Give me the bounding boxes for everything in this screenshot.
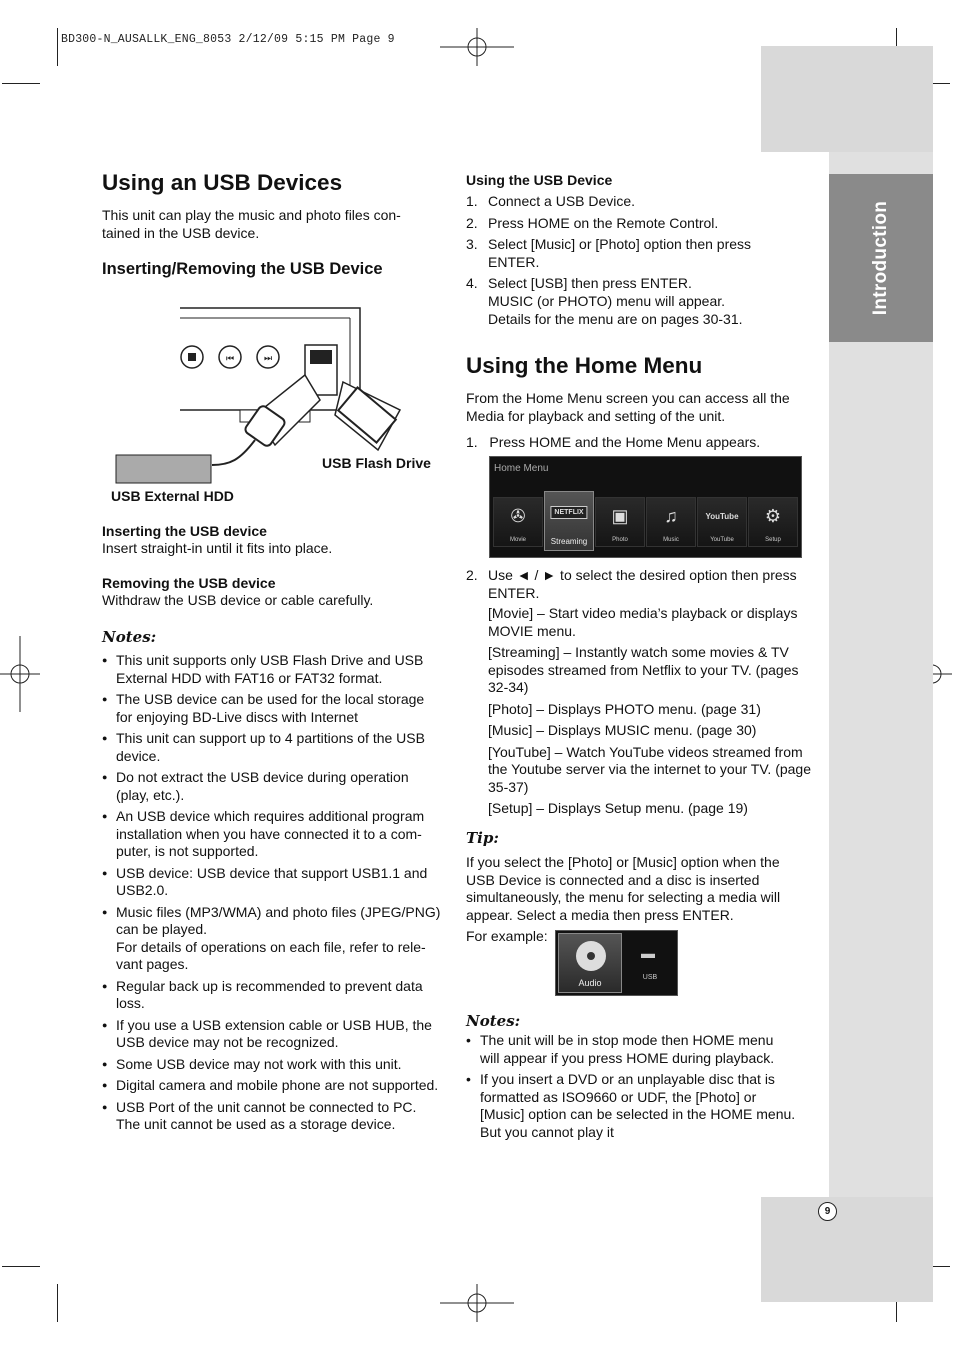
list-item: ● Do not extract the USB device during operation (play, etc.). bbox=[102, 769, 442, 804]
youtube-logo-icon: YouTube bbox=[705, 512, 739, 521]
home-intro: From the Home Menu screen you can access all the Media for playback and setting of the unit. bbox=[466, 390, 790, 424]
option-music: [Music] – Displays MUSIC menu. (page 30) bbox=[488, 722, 757, 738]
registration-mark-icon bbox=[440, 28, 514, 66]
notes-heading-left: Notes: bbox=[102, 628, 157, 646]
crop-mark bbox=[57, 28, 58, 66]
option-setup: [Setup] – Displays Setup menu. (page 19) bbox=[488, 800, 748, 816]
tip-heading: Tip: bbox=[466, 829, 499, 847]
example-label: For example: bbox=[466, 928, 548, 944]
notes-list-left bbox=[102, 652, 442, 1138]
crop-mark bbox=[2, 83, 40, 84]
page-title-home-menu: Using the Home Menu bbox=[466, 353, 703, 378]
option-movie: [Movie] – Start video media’s playback or displays MOVIE menu. bbox=[488, 605, 798, 639]
list-item: ● If you use a USB extension cable or USB HUB, the USB device may not be recognized. bbox=[102, 1017, 442, 1052]
page-title-usb: Using an USB Devices bbox=[102, 170, 343, 195]
sidebar-top-block bbox=[761, 46, 933, 152]
home-menu-title: Home Menu bbox=[494, 463, 549, 474]
disc-icon bbox=[575, 940, 607, 972]
print-slug: BD300-N_AUSALLK_ENG_8053 2/12/09 5:15 PM Page 9 bbox=[61, 33, 395, 46]
inserting-text: Insert straight-in until it fits into place. bbox=[102, 540, 333, 556]
registration-mark-icon bbox=[440, 1284, 514, 1322]
list-item: ● An USB device which requires additional program installation when you have connected it to a com- puter, is not supported. bbox=[102, 808, 442, 861]
list-item: ● USB Port of the unit cannot be connected to PC. bbox=[102, 1099, 442, 1117]
list-item: 4. Select [USB] then press ENTER. bbox=[466, 275, 692, 291]
home-menu-item-setup: ⚙ Setup bbox=[748, 497, 798, 547]
insert-remove-heading: Inserting/Removing the USB Device bbox=[102, 260, 383, 278]
list-item: 1. Connect a USB Device. bbox=[466, 193, 636, 209]
tip-text: If you select the [Photo] or [Music] option when the USB Device is connected and a disc is inserted simultaneously, the menu for selecting a media will appear. Select a media then press ENTER. bbox=[466, 854, 781, 923]
list-item: ● Regular back up is recommended to prevent data loss. bbox=[102, 978, 442, 1013]
home-step1: 1. Press HOME and the Home Menu appears. bbox=[466, 434, 761, 450]
home-menu-screenshot bbox=[489, 456, 802, 558]
list-item: ● This unit can support up to 4 partitions of the USB device. bbox=[102, 730, 442, 765]
page-number: 9 bbox=[818, 1202, 837, 1221]
inserting-heading: Inserting the USB device bbox=[102, 523, 267, 539]
photo-icon: ▣ bbox=[611, 506, 629, 526]
usb-intro: This unit can play the music and photo files con- tained in the USB device. bbox=[102, 207, 401, 241]
list-item: 3. Select [Music] or [Photo] option then press ENTER. bbox=[466, 236, 752, 270]
gear-icon: ⚙ bbox=[764, 506, 782, 526]
home-menu-item-youtube: YouTube YouTube bbox=[697, 497, 747, 547]
media-option-audio: Audio bbox=[558, 933, 622, 993]
film-reel-icon: ✇ bbox=[510, 506, 526, 526]
notes-heading-right: Notes: bbox=[466, 1012, 521, 1030]
option-youtube: [YouTube] – Watch YouTube videos streamed from the Youtube server via the internet to your TV. (page 35-37) bbox=[488, 743, 811, 795]
usb-steps bbox=[466, 193, 786, 293]
svg-text:⏭: ⏭ bbox=[263, 353, 273, 363]
list-item: ● USB device: USB device that support USB1.1 and USB2.0. bbox=[102, 865, 442, 900]
crop-mark bbox=[2, 1266, 40, 1267]
media-select-screenshot bbox=[555, 930, 678, 996]
home-menu-item-photo: ▣ Photo bbox=[595, 497, 645, 547]
option-streaming: [Streaming] – Instantly watch some movies & TV episodes streamed from Netflix to your TV. (pages 32-34) bbox=[488, 644, 799, 695]
home-menu-item-music: ♫ Music bbox=[646, 497, 696, 547]
registration-mark-icon bbox=[0, 636, 40, 712]
home-step2 bbox=[466, 567, 806, 606]
list-item: ● Some USB device may not work with this unit. bbox=[102, 1056, 442, 1074]
list-item: • The unit will be in stop mode then HOME menu will appear if you press HOME during playback. bbox=[466, 1032, 796, 1067]
home-menu-item-streaming: NETFLIX Streaming bbox=[544, 491, 594, 551]
notes-list-right bbox=[466, 1032, 796, 1145]
list-item: ● Digital camera and mobile phone are not supported. bbox=[102, 1077, 442, 1095]
step4-line3: Details for the menu are on pages 30-31. bbox=[488, 311, 743, 327]
list-item: ● This unit supports only USB Flash Drive and USB External HDD with FAT16 or FAT32 format. bbox=[102, 652, 442, 687]
step4-line2: MUSIC (or PHOTO) menu will appear. bbox=[488, 293, 726, 309]
label-usb-flash-drive: USB Flash Drive bbox=[322, 455, 431, 471]
media-option-usb: ▬ USB bbox=[641, 945, 658, 981]
svg-text:⏮: ⏮ bbox=[225, 353, 235, 363]
home-options bbox=[466, 605, 811, 822]
section-tab-label: Introduction bbox=[870, 200, 892, 316]
home-menu-item-movie: ✇ Movie bbox=[493, 497, 543, 547]
list-item: ● Music files (MP3/WMA) and photo files (JPEG/PNG) can be played. bbox=[102, 904, 442, 939]
usb-connection-illustration bbox=[110, 300, 440, 510]
list-item: 2. Use ◄ / ► to select the desired option then press ENTER. bbox=[466, 567, 797, 601]
removing-text: Withdraw the USB device or cable carefully. bbox=[102, 592, 374, 608]
crop-mark bbox=[57, 1284, 58, 1322]
label-usb-external-hdd: USB External HDD bbox=[111, 488, 234, 504]
removing-heading: Removing the USB device bbox=[102, 575, 276, 591]
list-item-continuation: For details of operations on each file, refer to rele- vant pages. bbox=[116, 938, 426, 972]
option-photo: [Photo] – Displays PHOTO menu. (page 31) bbox=[488, 700, 761, 717]
usb-stick-icon: ▬ bbox=[641, 945, 655, 961]
list-item-continuation: The unit cannot be used as a storage device. bbox=[116, 1116, 396, 1132]
using-device-heading: Using the USB Device bbox=[466, 172, 613, 188]
sidebar-bottom-block bbox=[761, 1197, 933, 1302]
list-item: 2. Press HOME on the Remote Control. bbox=[466, 214, 719, 231]
list-item: ● The USB device can be used for the local storage for enjoying BD-Live discs with Internet bbox=[102, 691, 442, 726]
list-item: • If you insert a DVD or an unplayable disc that is formatted as ISO9660 or UDF, the [Photo] or [Music] option can be selected in the HOME menu. But you cannot play it bbox=[466, 1071, 796, 1141]
netflix-logo-icon: NETFLIX bbox=[550, 506, 587, 519]
music-note-icon: ♫ bbox=[664, 506, 678, 526]
